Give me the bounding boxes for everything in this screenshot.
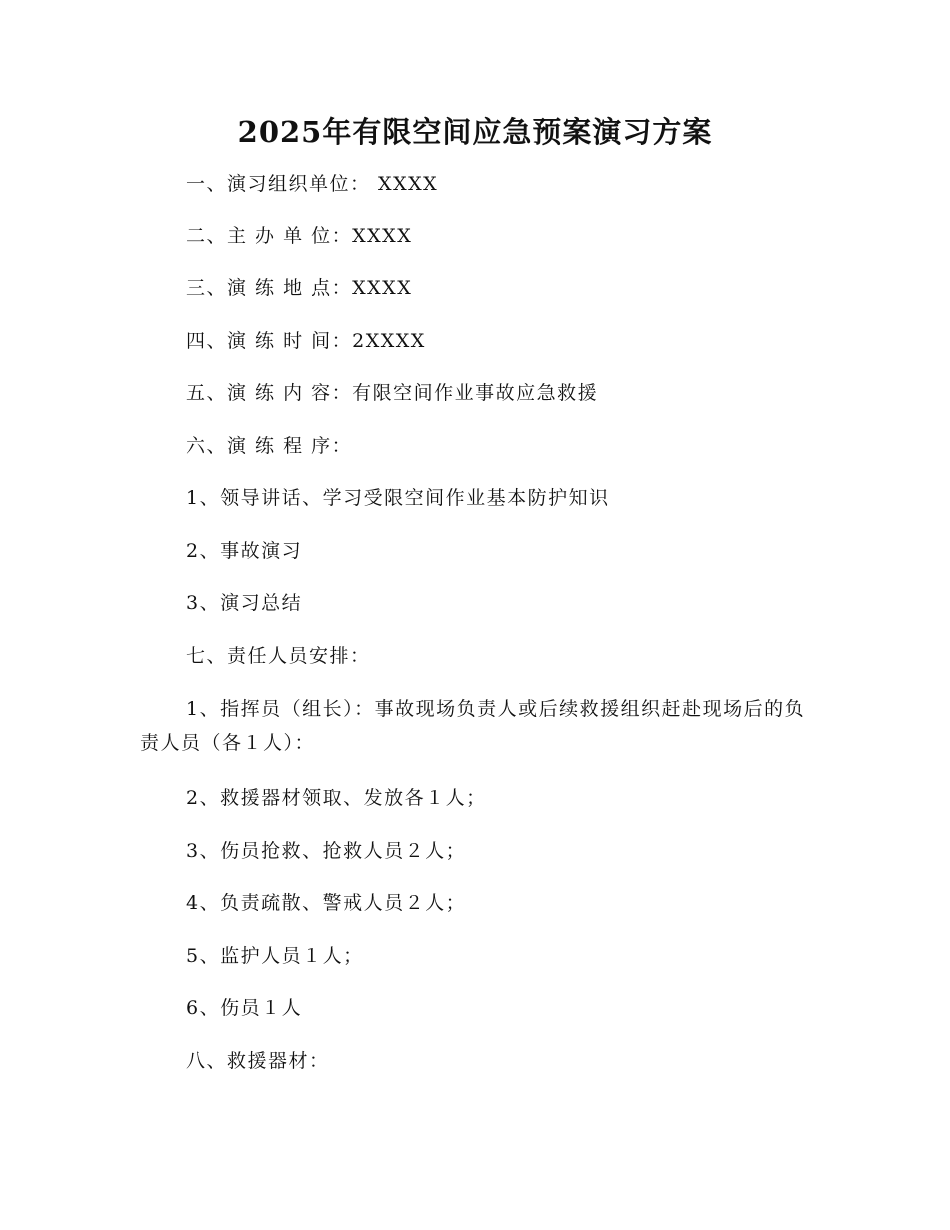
section-time: 四、演 练 时 间：2XXXX xyxy=(186,330,426,352)
staff-item-1: 1、指挥员（组长）：事故现场负责人或后续救援组织赶赴现场后的负责人员（各１人）： xyxy=(140,698,806,754)
procedure-item-2: 2、事故演习 xyxy=(186,540,303,562)
staff-item-3: 3、伤员抢救、抢救人员２人； xyxy=(186,840,467,862)
staff-item-4: 4、负责疏散、警戒人员２人； xyxy=(186,892,467,914)
section-procedure-heading: 六、演 练 程 序： xyxy=(186,435,353,457)
staff-item-2: 2、救援器材领取、发放各１人； xyxy=(186,787,487,809)
section-host: 二、主 办 单 位：XXXX xyxy=(186,225,413,247)
procedure-item-3: 3、演习总结 xyxy=(186,592,303,614)
document-title: 2025年有限空间应急预案演习方案 xyxy=(237,115,713,149)
section-staff-heading: 七、责任人员安排： xyxy=(186,645,371,667)
section-location: 三、演 练 地 点：XXXX xyxy=(186,277,413,299)
section-organizer: 一、演习组织单位： XXXX xyxy=(186,173,439,195)
staff-item-5: 5、监护人员１人； xyxy=(186,945,364,967)
section-content: 五、演 练 内 容：有限空间作业事故应急救援 xyxy=(186,382,599,404)
staff-item-6: 6、伤员１人 xyxy=(186,997,303,1019)
section-equipment-heading: 八、救援器材： xyxy=(186,1050,330,1072)
procedure-item-1: 1、领导讲话、学习受限空间作业基本防护知识 xyxy=(186,487,610,509)
